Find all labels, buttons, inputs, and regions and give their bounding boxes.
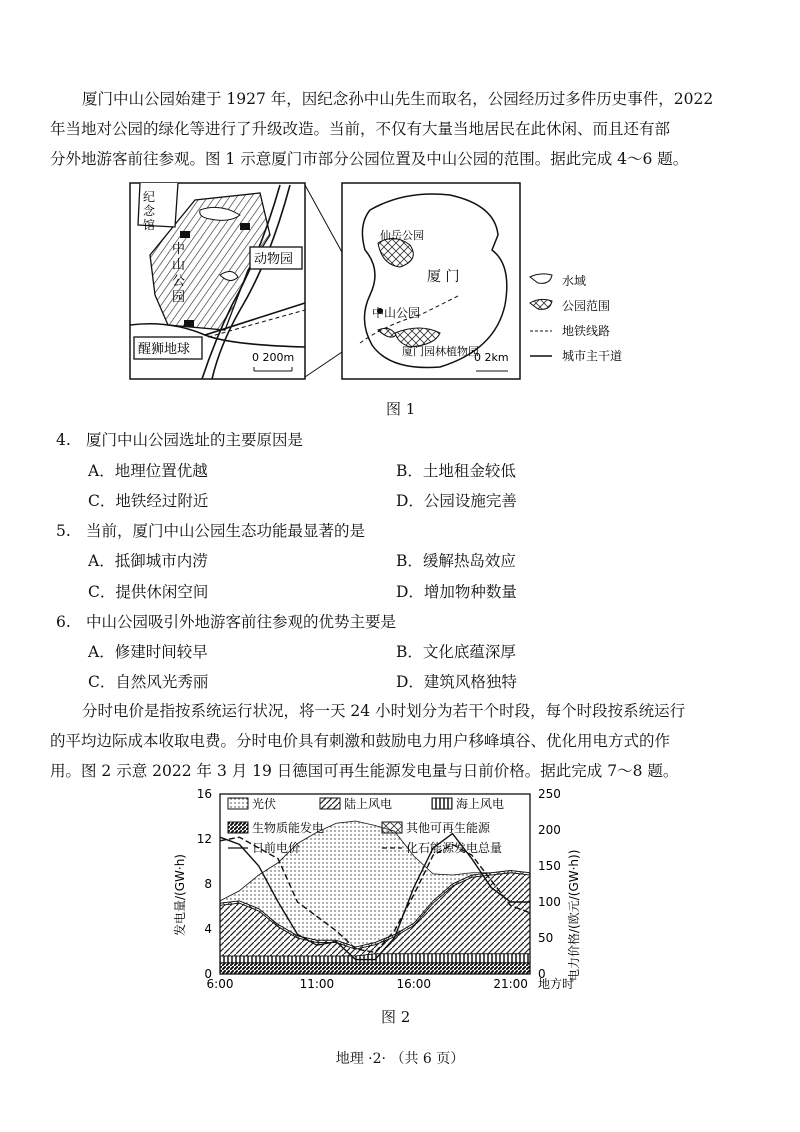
legend-biomass: 生物质能发电 xyxy=(252,821,325,835)
y-axis-ticks xyxy=(197,787,212,981)
y-tick-0: 0 xyxy=(204,967,212,981)
legend-subway: 地铁线路 xyxy=(562,324,611,338)
q6-option-b[interactable]: B．文化底蕴深厚 xyxy=(396,643,516,661)
right-overview-map xyxy=(342,183,520,379)
y-tick-2: 8 xyxy=(204,877,212,891)
memorial-label-1: 纪 xyxy=(143,190,156,204)
q6-option-a[interactable]: A．修建时间较早 xyxy=(88,643,208,661)
intro-2-line-3: 用。图 2 示意 2022 年 3 月 19 日德国可再生能源发电量与日前价格。据此完成 7～8 题。 xyxy=(50,762,679,780)
park-label-2: 山 xyxy=(172,258,186,273)
y-axis-label: 发电量/(GW·h) xyxy=(173,854,187,936)
figure-1 xyxy=(120,175,680,385)
x-tick-0: 6:00 xyxy=(206,977,234,991)
xiamen-label: 厦 门 xyxy=(427,269,460,285)
y-tick-4: 16 xyxy=(196,787,212,801)
question-4: 4. 厦门中山公园选址的主要原因是 xyxy=(56,431,304,449)
park-label-4: 园 xyxy=(172,290,186,305)
y-right-tick-3: 150 xyxy=(538,859,561,873)
intro-1-line-2: 年当地对公园的绿化等进行了升级改造。当前，不仅有大量当地居民在此休闲、而且还有部 xyxy=(50,120,671,138)
q5-option-d[interactable]: D．增加物种数量 xyxy=(396,583,517,601)
intro-2-line-2: 的平均边际成本收取电费。分时电价具有刺激和鼓励电力用户移峰填谷、优化用电方式的作 xyxy=(50,732,671,750)
legend-onshore-wind: 陆上风电 xyxy=(344,797,393,811)
legend-price: 日前电价 xyxy=(252,841,301,855)
intro-2-line-1: 分时电价是指按系统运行状况，将一天 24 小时划分为若干个时段，每个时段按系统运行 xyxy=(82,702,686,720)
y-right-tick-0: 0 xyxy=(538,967,546,981)
intro-paragraph-2 xyxy=(50,696,755,786)
figure-1-caption: 图 1 xyxy=(386,400,416,418)
q5-option-b[interactable]: B．缓解热岛效应 xyxy=(396,552,516,570)
y-right-tick-2: 100 xyxy=(538,895,561,909)
y-axis-right-label: 电力价格/(欧元/(GW·h)) xyxy=(567,849,581,981)
left-scale-label: 0 200m xyxy=(252,351,295,364)
legend-water: 水域 xyxy=(562,274,587,288)
x-axis-label: 地方时 xyxy=(538,977,575,991)
q4-option-c[interactable]: C．地铁经过附近 xyxy=(88,492,209,510)
q6-option-d[interactable]: D．建筑风格独特 xyxy=(396,673,517,691)
y-right-tick-5: 250 xyxy=(538,787,561,801)
xianyue-label: 仙岳公园 xyxy=(380,229,424,242)
botanical-label: 厦门园林植物园 xyxy=(402,345,479,358)
legend-other-renewable: 其他可再生能源 xyxy=(406,821,491,835)
y-tick-1: 4 xyxy=(204,922,212,936)
right-scale-label: 0 2km xyxy=(474,351,509,364)
question-5: 5. 当前，厦门中山公园生态功能最显著的是 xyxy=(56,522,366,540)
legend-park: 公园范围 xyxy=(562,299,611,313)
q4-option-b[interactable]: B．土地租金较低 xyxy=(396,462,516,480)
legend-offshore-wind: 海上风电 xyxy=(456,797,505,811)
park-label-1: 中 xyxy=(172,242,186,257)
page-footer: 地理 ·2· （共 6 页） xyxy=(335,1051,465,1067)
x-tick-2: 16:00 xyxy=(396,977,432,991)
q4-option-d[interactable]: D．公园设施完善 xyxy=(396,492,517,510)
memorial-label-2: 念 xyxy=(143,204,156,218)
x-tick-1: 11:00 xyxy=(299,977,335,991)
zhongshan-label: 中山公园 xyxy=(372,306,421,320)
park-label-3: 公 xyxy=(172,274,186,289)
y-right-tick-1: 50 xyxy=(538,931,554,945)
q5-option-c[interactable]: C．提供休闲空间 xyxy=(88,583,209,601)
legend-fossil: 化石能源发电总量 xyxy=(406,841,503,855)
legend-solar: 光伏 xyxy=(252,797,277,811)
intro-paragraph-1 xyxy=(50,84,755,174)
x-axis-ticks xyxy=(207,977,528,991)
zoo-label: 动物园 xyxy=(254,252,294,267)
q5-option-a[interactable]: A．抵御城市内涝 xyxy=(88,552,208,570)
q6-option-c[interactable]: C．自然风光秀丽 xyxy=(88,673,209,691)
y-tick-3: 12 xyxy=(196,832,212,846)
figure-2-chart xyxy=(170,786,630,998)
left-detail-map xyxy=(130,183,305,379)
figure-1-legend xyxy=(530,273,622,363)
intro-1-line-1: 厦门中山公园始建于 1927 年，因纪念孙中山先生而取名，公园经历过多件历史事件，2022 xyxy=(82,90,714,108)
x-tick-3: 21:00 xyxy=(493,977,528,991)
globe-label: 醒狮地球 xyxy=(138,342,191,357)
legend-road: 城市主干道 xyxy=(562,349,623,363)
q4-option-a[interactable]: A．地理位置优越 xyxy=(88,462,208,480)
y-axis-right-ticks xyxy=(538,787,561,981)
figure-2-caption: 图 2 xyxy=(381,1008,411,1026)
memorial-label-3: 馆 xyxy=(143,218,156,232)
area-series-0 xyxy=(220,963,530,974)
y-right-tick-4: 200 xyxy=(538,823,561,837)
intro-1-line-3: 分外地游客前往参观。图 1 示意厦门市部分公园位置及中山公园的范围。据此完成 4～6 题。 xyxy=(50,150,689,168)
question-6: 6. 中山公园吸引外地游客前往参观的优势主要是 xyxy=(56,613,397,631)
